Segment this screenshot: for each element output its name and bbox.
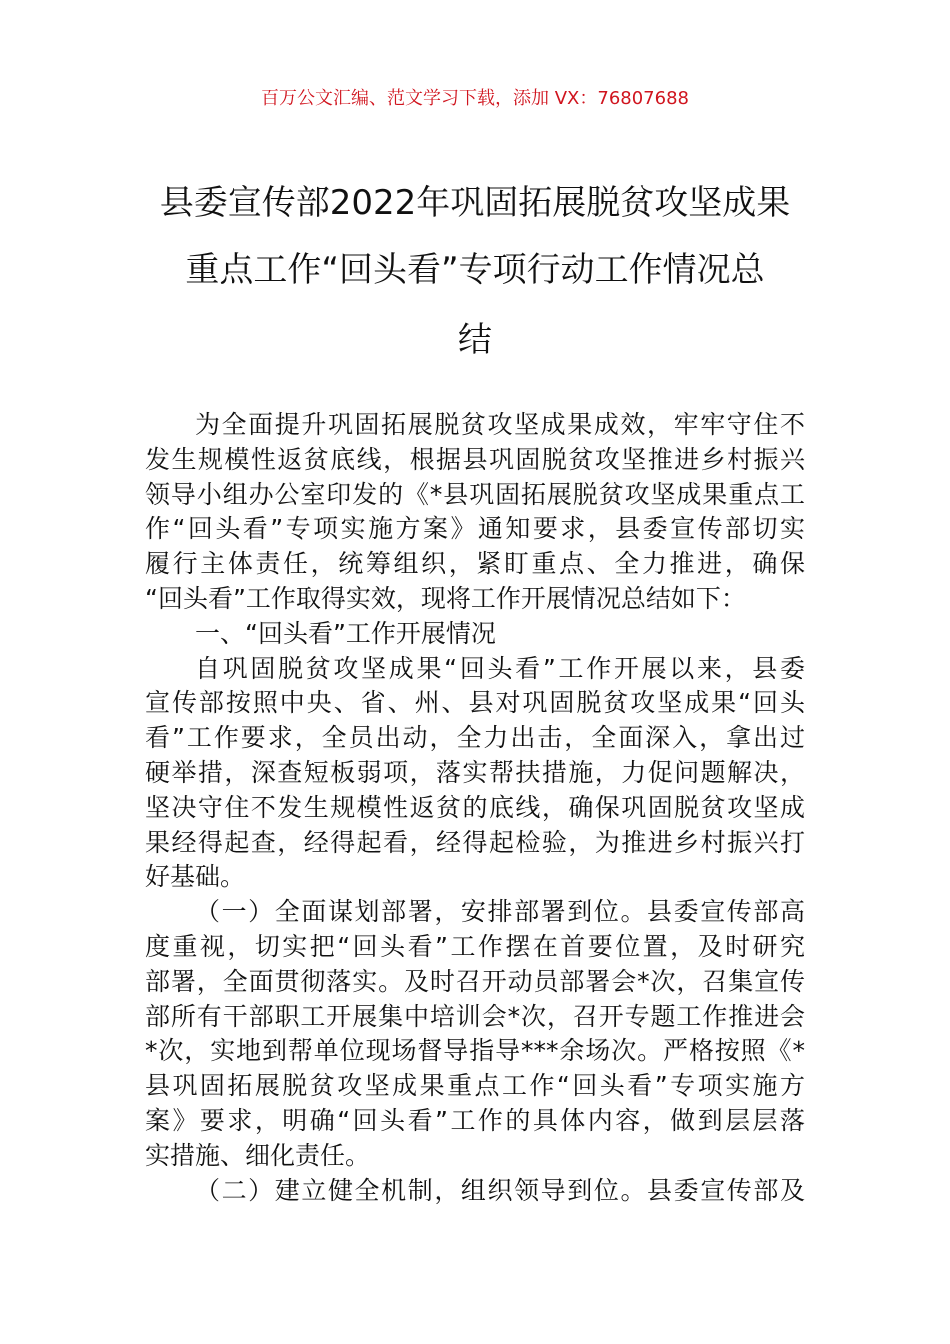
body-text-line: 县巩固拓展脱贫攻坚成果重点工作“回头看”专项实施方 xyxy=(145,1071,805,1101)
body-text-line: 作“回头看”专项实施方案》通知要求，县委宣传部切实 xyxy=(145,514,805,544)
body-text-line: 坚决守住不发生规模性返贫的底线，确保巩固脱贫攻坚成 xyxy=(145,792,805,822)
body-text-line: 好基础。 xyxy=(145,862,246,892)
body-text-line: “回头看”工作取得实效，现将工作开展情况总结如下： xyxy=(145,583,746,613)
body-text-line: 为全面提升巩固拓展脱贫攻坚成果成效，牢牢守住不 xyxy=(195,410,805,439)
body-text-line: 案》要求，明确“回头看”工作的具体内容，做到层层落 xyxy=(145,1105,805,1135)
body-text-line: （一）全面谋划部署，安排部署到位。县委宣传部高 xyxy=(195,897,805,927)
document-title-line-2: 重点工作“回头看”专项行动工作情况总 xyxy=(185,250,765,290)
body-text-line: 一、“回头看”工作开展情况 xyxy=(195,618,496,648)
body-text-line: 果经得起查，经得起看，经得起检验，为推进乡村振兴打 xyxy=(145,827,805,857)
body-text-line: 部所有干部职工开展集中培训会*次，召开专题工作推进会 xyxy=(145,1001,805,1031)
body-text-line: 自巩固脱贫攻坚成果“回头看”工作开展以来，县委 xyxy=(195,653,805,683)
body-text-line: 发生规模性返贫底线，根据县巩固脱贫攻坚推进乡村振兴 xyxy=(145,444,805,474)
body-text-line: 实措施、细化责任。 xyxy=(145,1140,371,1170)
document-body xyxy=(145,408,805,1208)
body-text-line: *次，实地到帮单位现场督导指导***余场次。严格按照《* xyxy=(145,1036,805,1066)
body-text-line: 宣传部按照中央、省、州、县对巩固脱贫攻坚成果“回头 xyxy=(145,688,805,718)
body-text-line: （二）建立健全机制，组织领导到位。县委宣传部及 xyxy=(195,1175,805,1205)
body-text-line: 领导小组办公室印发的《*县巩固拓展脱贫攻坚成果重点工 xyxy=(145,479,805,509)
document-title-line-3: 结 xyxy=(458,320,492,360)
watermark-header: 百万公文汇编、范文学习下载，添加 VX：76807688 xyxy=(261,88,689,109)
document-title-line-1: 县委宣传部2022年巩固拓展脱贫攻坚成果 xyxy=(159,183,791,223)
body-text-line: 度重视，切实把“回头看”工作摆在首要位置，及时研究 xyxy=(145,931,805,961)
body-text-line: 部署，全面贯彻落实。及时召开动员部署会*次，召集宣传 xyxy=(145,966,805,996)
body-text-line: 履行主体责任，统筹组织，紧盯重点、全力推进，确保 xyxy=(145,549,805,579)
body-text-line: 硬举措，深查短板弱项，落实帮扶措施，力促问题解决， xyxy=(145,757,805,787)
body-text-line: 看”工作要求，全员出动，全力出击，全面深入，拿出过 xyxy=(145,723,805,753)
